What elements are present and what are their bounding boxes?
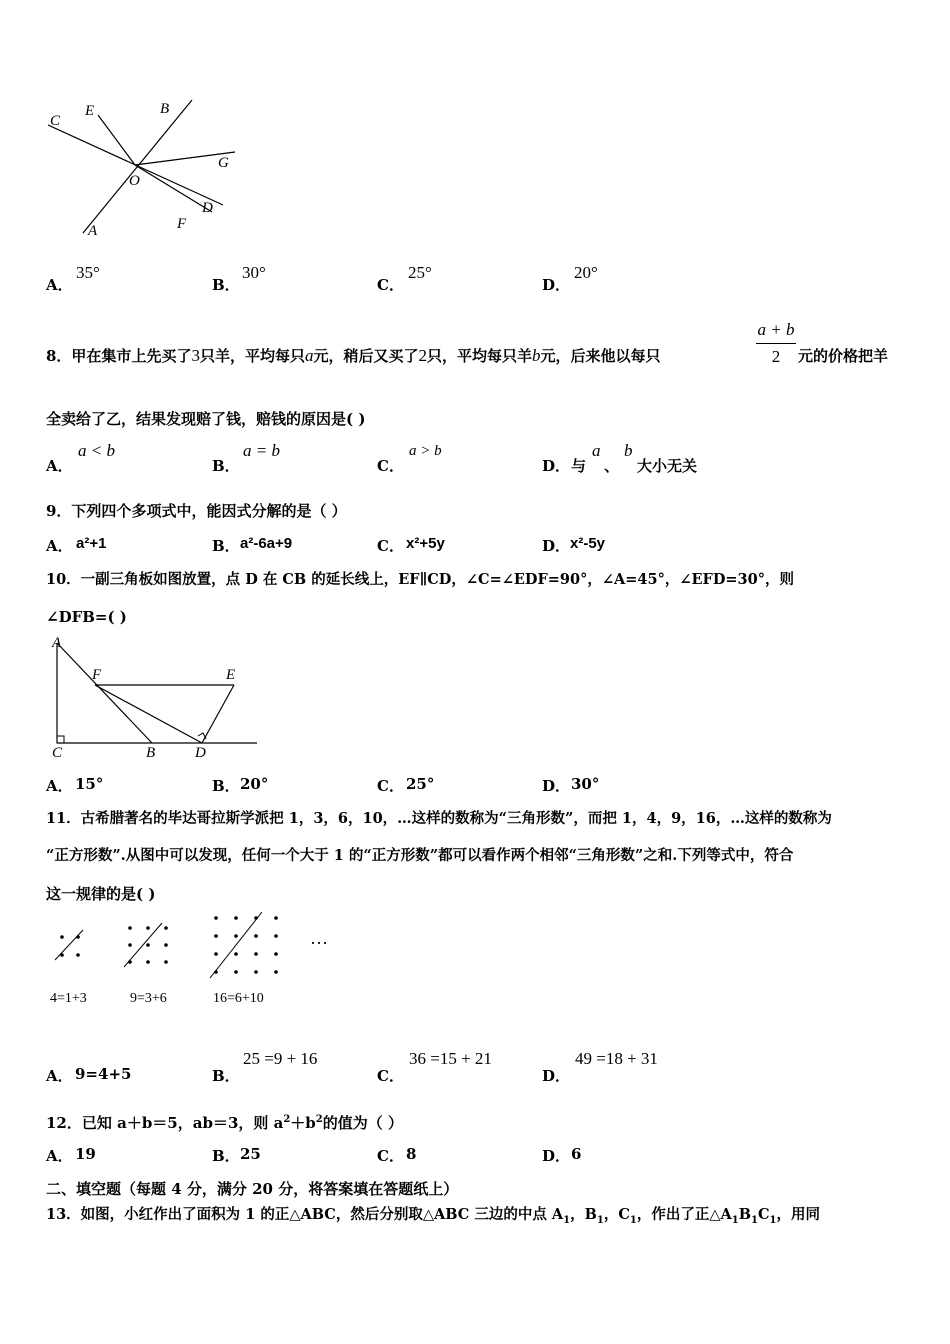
q8-stem-line1	[46, 346, 661, 366]
q9-option-d-letter[interactable]: D．	[542, 537, 571, 555]
q11-option-a-value: 9=4+5	[75, 1065, 132, 1083]
ray-OF	[135, 165, 212, 212]
q8-text-c: 元，稍后又买了	[313, 347, 419, 365]
q10-stem-line2: ∠DFB=( )	[46, 608, 127, 626]
label-F: F	[92, 667, 102, 683]
q13-sub-5: 1	[751, 1214, 758, 1226]
q9-option-b-value: a²-6a+9	[240, 535, 293, 552]
q8-option-d-tail: 大小无关	[637, 457, 698, 475]
q12-stem-b: ＋b	[290, 1114, 316, 1132]
q7-option-a-letter[interactable]: A．	[46, 276, 73, 294]
q13-sub-2: 1	[596, 1214, 604, 1226]
label-A: A	[52, 635, 62, 651]
label-B: B	[160, 101, 170, 117]
q12-option-a-value: 19	[75, 1145, 96, 1163]
q7-option-d-value: 20°	[574, 263, 598, 282]
label-C: C	[50, 113, 61, 129]
q13-text-c: ，C	[603, 1206, 630, 1223]
q12-sup-b: 2	[315, 1114, 323, 1125]
q7-option-b-letter[interactable]: B．	[212, 276, 240, 294]
label-A: A	[88, 223, 98, 239]
q11-option-b-value: 25 =9 + 16	[243, 1049, 318, 1068]
q10-option-a-letter[interactable]: A．	[46, 777, 73, 795]
q13-stem	[46, 1205, 820, 1231]
q11-dot-figures	[50, 910, 340, 985]
q7-option-a-value: 35°	[76, 263, 100, 282]
q8-text-f: 元的价格把羊	[798, 347, 889, 365]
q8-stem-line2: 全卖给了乙，结果发现赔了钱，赔钱的原因是( )	[46, 410, 366, 428]
q10-stem-line1: 10．一副三角板如图放置，点 D 在 CB 的延长线上，EF∥CD，∠C=∠EDF=90°，∠A=45°，∠EFD=30°，则	[46, 571, 794, 588]
q12-option-b-value: 25	[240, 1145, 261, 1163]
q12-option-d-letter[interactable]: D．	[542, 1147, 571, 1165]
q11-option-c-letter[interactable]: C．	[377, 1067, 404, 1085]
q12-sup-a: 2	[283, 1114, 291, 1125]
q10-option-c-value: 25°	[406, 775, 435, 793]
dot-figure-4	[55, 930, 83, 960]
q8-fraction	[756, 320, 796, 367]
q11-stem-line3: 这一规律的是( )	[46, 885, 156, 903]
q8-option-d-var-a: a	[592, 441, 601, 460]
q9-option-d-value: x²-5y	[570, 535, 606, 552]
q7-option-b-value: 30°	[242, 263, 266, 282]
q11-option-a-letter[interactable]: A．	[46, 1067, 73, 1085]
q13-text-e: B	[738, 1206, 752, 1223]
ray-OE	[98, 115, 135, 165]
q12-option-d-value: 6	[571, 1145, 582, 1163]
q12-stem	[46, 1110, 403, 1133]
segment-AB	[57, 643, 152, 743]
q11-caption-2: 9=3+6	[130, 991, 167, 1006]
label-C: C	[52, 745, 63, 761]
q11-option-c-value: 36 =15 + 21	[409, 1049, 492, 1068]
q10-option-d-letter[interactable]: D．	[542, 777, 571, 795]
label-B: B	[146, 745, 156, 761]
q8-frac-numerator: a + b	[757, 320, 795, 339]
q11-ellipsis: …	[310, 928, 328, 948]
q7-option-d-letter[interactable]: D．	[542, 276, 571, 294]
label-F: F	[177, 216, 187, 232]
q11-option-d-letter[interactable]: D．	[542, 1067, 571, 1085]
q8-text-a: 8．甲在集市上先买了	[46, 347, 192, 365]
label-D: D	[195, 745, 206, 761]
q8-var-a: a	[304, 346, 314, 365]
right-angle-C	[57, 736, 64, 743]
label-O: O	[129, 173, 140, 189]
q13-sub-3: 1	[629, 1214, 637, 1226]
q8-option-c-letter[interactable]: C．	[377, 457, 404, 475]
q10-option-c-letter[interactable]: C．	[377, 777, 404, 795]
q8-var-b: b	[532, 346, 541, 365]
q13-text-b: ，B	[570, 1206, 597, 1223]
q9-option-c-value: x²+5y	[406, 535, 445, 552]
dot-figure-9	[124, 923, 168, 967]
q8-option-a-letter[interactable]: A．	[46, 457, 73, 475]
q8-n1: 3	[191, 346, 200, 365]
label-E: E	[226, 667, 236, 683]
q11-option-d-value: 49 =18 + 31	[575, 1049, 658, 1068]
label-E: E	[85, 103, 95, 119]
q13-sub-4: 1	[731, 1214, 739, 1226]
q8-text-d: 只，平均每只羊	[426, 347, 532, 365]
q11-option-b-letter[interactable]: B．	[212, 1067, 240, 1085]
q9-option-a-value: a²+1	[76, 535, 107, 552]
q13-sub-1: 1	[563, 1214, 571, 1226]
label-D: D	[202, 200, 213, 216]
q9-option-b-letter[interactable]: B．	[212, 537, 240, 555]
q10-option-b-letter[interactable]: B．	[212, 777, 240, 795]
q12-option-c-value: 8	[406, 1145, 417, 1163]
q11-caption-3: 16=6+10	[213, 991, 264, 1006]
q12-stem-c: 的值为（ ）	[322, 1114, 403, 1132]
q8-n2: 2	[418, 346, 427, 365]
segment-FD	[95, 685, 202, 743]
q13-text-a: 13．如图，小红作出了面积为 1 的正△ABC，然后分别取△ABC 三边的中点 A	[46, 1206, 564, 1223]
q13-sub-6: 1	[769, 1214, 777, 1226]
q8-option-d-var-b: b	[624, 441, 633, 460]
q8-option-d-letter[interactable]: D．	[542, 457, 571, 475]
q7-angle-figure	[40, 95, 250, 245]
q8-option-b-letter[interactable]: B．	[212, 457, 240, 475]
q9-option-a-letter[interactable]: A．	[46, 537, 73, 555]
q10-option-a-value: 15°	[75, 775, 104, 793]
segment-ED	[202, 685, 234, 743]
section-2-heading: 二、填空题（每题 4 分，满分 20 分，将答案填在答题纸上）	[46, 1180, 459, 1198]
q13-text-g: ，用同	[776, 1206, 820, 1223]
q11-caption-1: 4=1+3	[50, 991, 87, 1006]
q12-stem-a: 12．已知 a＋b＝5，ab＝3，则 a	[46, 1114, 284, 1132]
q10-triangle-figure	[42, 633, 267, 763]
q8-option-d-text: 与	[571, 457, 587, 475]
q9-option-c-letter[interactable]: C．	[377, 537, 404, 555]
q10-option-d-value: 30°	[571, 775, 600, 793]
q8-text-b: 只羊，平均每只	[199, 347, 305, 365]
q13-text-d: ，作出了正△A	[636, 1206, 732, 1223]
q8-frac-denominator: 2	[771, 347, 781, 366]
q8-text-e: 元，后来他以每只	[540, 347, 661, 365]
q8-option-b-value: a = b	[243, 441, 280, 460]
q12-option-a-letter[interactable]: A．	[46, 1147, 73, 1165]
q12-option-b-letter[interactable]: B．	[212, 1147, 240, 1165]
q10-option-b-value: 20°	[240, 775, 269, 793]
label-G: G	[218, 155, 229, 171]
q7-option-c-letter[interactable]: C．	[377, 276, 404, 294]
q11-stem-line1: 11．古希腊著名的毕达哥拉斯学派把 1，3，6，10，…这样的数称为“三角形数”，而把 1，4，9，16，…这样的数称为	[46, 810, 832, 827]
q13-text-f: C	[757, 1206, 770, 1223]
q11-stem-line2: “正方形数”.从图中可以发现，任何一个大于 1 的“正方形数”都可以看作两个相邻“三角形数”之和.下列等式中，符合	[46, 847, 794, 864]
q9-stem: 9．下列四个多项式中，能因式分解的是（ ）	[46, 502, 347, 520]
q8-option-c-value: a > b	[409, 443, 442, 459]
q12-option-c-letter[interactable]: C．	[377, 1147, 404, 1165]
q8-option-d-sep: 、	[604, 457, 620, 475]
q7-option-c-value: 25°	[408, 263, 432, 282]
q8-option-a-value: a < b	[78, 441, 115, 460]
dot-figure-16	[210, 912, 278, 978]
